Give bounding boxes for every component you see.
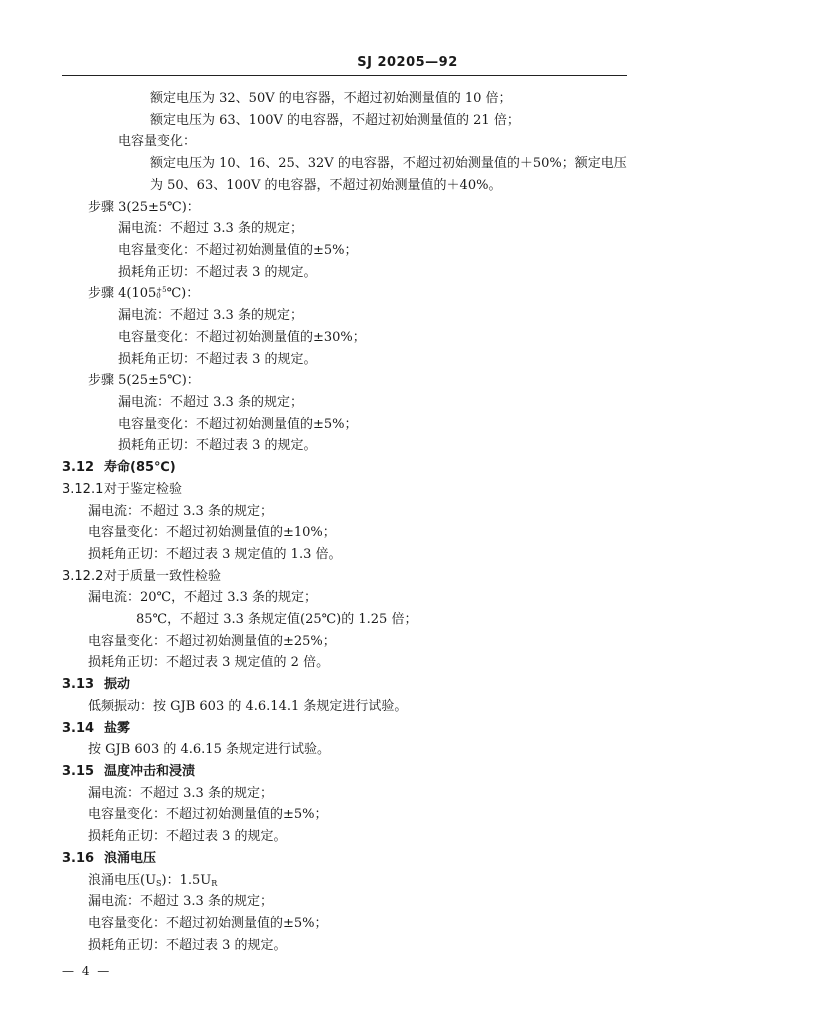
section-title: 温度冲击和浸渍 xyxy=(104,764,196,779)
text-line: 额定电压为 63、100V 的电容器，不超过初始测量值的 21 倍； xyxy=(150,113,520,128)
text-line: 电容量变化：不超过初始测量值的±25%； xyxy=(88,634,336,649)
text-line: 损耗角正切：不超过表 3 规定值的 1.3 倍。 xyxy=(88,547,342,562)
text-line: 为 50、63、100V 的电容器，不超过初始测量值的＋40%。 xyxy=(150,178,502,193)
section-number: 3.16 xyxy=(62,851,95,866)
text-line: 漏电流：20℃，不超过 3.3 条的规定； xyxy=(88,590,318,605)
text-line: 损耗角正切：不超过表 3 的规定。 xyxy=(118,352,317,367)
text-line: 额定电压为 32、50V 的电容器，不超过初始测量值的 10 倍； xyxy=(150,91,512,106)
text-line: 损耗角正切：不超过表 3 的规定。 xyxy=(118,265,317,280)
text-line: 漏电流：不超过 3.3 条的规定； xyxy=(118,308,303,323)
text-line: 电容量变化：不超过初始测量值的±10%； xyxy=(88,525,336,540)
step-heading xyxy=(88,286,199,302)
subscript-r: R xyxy=(211,879,218,888)
text-line: 损耗角正切：不超过表 3 的规定。 xyxy=(88,938,287,953)
section-number: 3.12.1 xyxy=(62,482,104,497)
step-label-tail: ℃)： xyxy=(166,286,200,301)
text-line: 漏电流：不超过 3.3 条的规定； xyxy=(118,221,303,236)
subsection-title: 对于质量一致性检验 xyxy=(104,569,222,584)
text-line: 电容量变化：不超过初始测量值的±5%； xyxy=(88,916,328,931)
section-heading xyxy=(62,851,156,867)
subsection-title: 对于鉴定检验 xyxy=(104,482,183,497)
section-title: 振动 xyxy=(104,677,131,692)
text-line: 电容量变化：不超过初始测量值的±30%； xyxy=(118,330,366,345)
tolerance-lower: 0 xyxy=(156,292,161,300)
subscript-s: S xyxy=(156,879,162,888)
text-line: 低频振动：按 GJB 603 的 4.6.14.1 条规定进行试验。 xyxy=(88,699,408,714)
header-rule xyxy=(62,75,627,76)
subsection-heading xyxy=(62,569,221,585)
section-number: 3.12.2 xyxy=(62,569,104,584)
surge-voltage-label: 浪涌电压(U xyxy=(88,873,157,888)
temperature-tolerance xyxy=(156,287,166,299)
text-line: 损耗角正切：不超过表 3 的规定。 xyxy=(118,438,317,453)
step-heading: 步骤 3(25±5℃)： xyxy=(88,200,200,215)
text-line xyxy=(88,873,217,889)
subsection-heading xyxy=(62,482,182,498)
section-number: 3.13 xyxy=(62,677,95,692)
section-number: 3.15 xyxy=(62,764,95,779)
section-number: 3.14 xyxy=(62,721,95,736)
text-line: 电容量变化：不超过初始测量值的±5%； xyxy=(88,807,328,822)
text-line: 额定电压为 10、16、25、32V 的电容器，不超过初始测量值的＋50%；额定电压 xyxy=(150,156,627,171)
text-line: 按 GJB 603 的 4.6.15 条规定进行试验。 xyxy=(88,742,330,757)
step-heading: 步骤 5(25±5℃)： xyxy=(88,373,200,388)
section-number: 3.12 xyxy=(62,460,95,475)
section-title: 寿命(85℃) xyxy=(104,460,176,475)
text-line: 漏电流：不超过 3.3 条的规定； xyxy=(88,786,273,801)
section-title: 浪涌电压 xyxy=(104,851,157,866)
text-line: 电容量变化： xyxy=(118,134,197,149)
section-title: 盐雾 xyxy=(104,721,131,736)
text-line: 损耗角正切：不超过表 3 规定值的 2 倍。 xyxy=(88,655,330,670)
document-header: SJ 20205—92 xyxy=(357,55,458,70)
text-line: 漏电流：不超过 3.3 条的规定； xyxy=(88,504,273,519)
text-line: 电容量变化：不超过初始测量值的±5%； xyxy=(118,243,358,258)
text-line: 电容量变化：不超过初始测量值的±5%； xyxy=(118,417,358,432)
step-label: 步骤 4(105 xyxy=(88,286,157,301)
section-heading xyxy=(62,764,195,780)
section-heading xyxy=(62,677,130,693)
page-number: — 4 — xyxy=(62,964,112,978)
section-heading xyxy=(62,460,176,476)
section-heading xyxy=(62,721,130,737)
surge-voltage-value: )：1.5U xyxy=(161,873,212,888)
text-line: 漏电流：不超过 3.3 条的规定； xyxy=(118,395,303,410)
tolerance-upper: +5 xyxy=(156,286,167,294)
text-line: 损耗角正切：不超过表 3 的规定。 xyxy=(88,829,287,844)
text-line: 85℃，不超过 3.3 条规定值(25℃)的 1.25 倍； xyxy=(136,612,418,627)
text-line: 漏电流：不超过 3.3 条的规定； xyxy=(88,894,273,909)
